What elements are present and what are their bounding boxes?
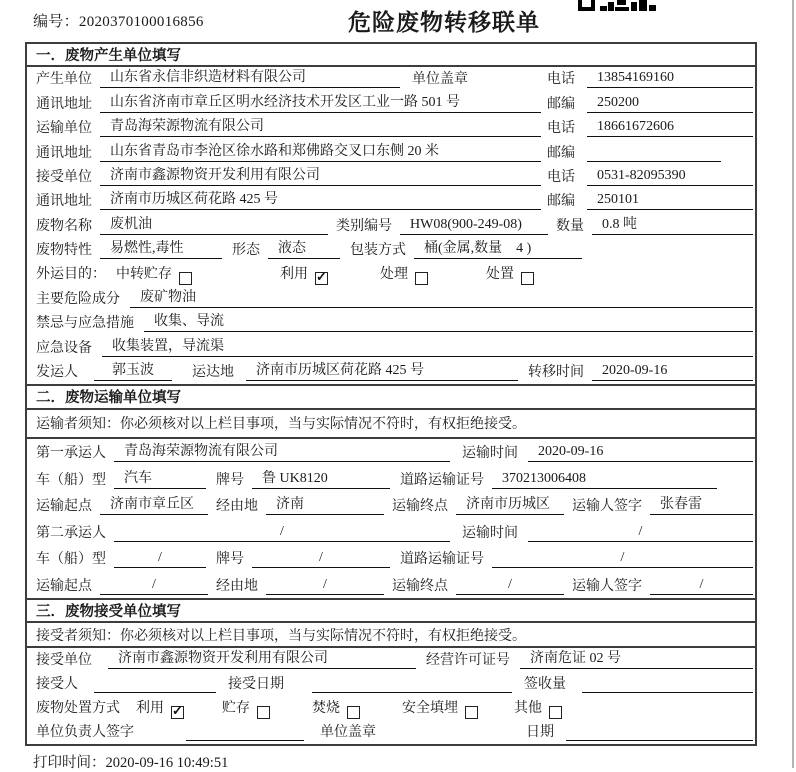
producer-address-value: 山东省济南市章丘区明水经济技术开发区工业一路 501 号 <box>100 91 541 113</box>
transfer-time-label: 转移时间 <box>528 364 584 380</box>
transporter-value: 青岛海荣源物流有限公司 <box>100 115 541 137</box>
disposal-option-1 <box>222 697 270 717</box>
row-transfer-purpose <box>27 262 755 286</box>
manager-sign-value <box>186 725 304 741</box>
date-label: 日期 <box>526 725 554 741</box>
purpose-option-3 <box>486 263 534 283</box>
vehicle-label: 车（船）型 <box>36 472 106 488</box>
section-2-header: 二．废物运输单位填写 <box>27 384 755 410</box>
hazard-value: 废矿物油 <box>130 286 753 308</box>
permit1-value: 370213006408 <box>492 471 717 489</box>
packing-value: 桶(金属,数量 4 ) <box>414 237 582 259</box>
print-time-value: 2020-09-16 10:49:51 <box>105 755 229 771</box>
row-transporter <box>27 116 755 140</box>
zip-label: 邮编 <box>547 145 575 161</box>
shipper-label: 发运人 <box>36 364 78 380</box>
category-label: 类别编号 <box>336 218 392 234</box>
terminal-label: 运输终点 <box>392 578 448 594</box>
receiver-address-value: 济南市历城区荷花路 425 号 <box>100 188 541 210</box>
checkbox-icon <box>171 706 184 719</box>
checkbox-icon <box>347 706 360 719</box>
print-time <box>33 751 228 772</box>
checkbox-label: 利用 <box>280 267 308 283</box>
terminal2-value: / <box>456 577 564 595</box>
transport-time-label: 运输时间 <box>462 446 518 462</box>
row-receiver-address <box>27 189 755 213</box>
checkbox-label: 处置 <box>486 267 514 283</box>
carrier-sign1-value: 张春雷 <box>650 493 753 515</box>
destination-value: 济南市历城区荷花路 425 号 <box>246 359 518 381</box>
carrier-sign2-value: / <box>650 577 753 595</box>
page-title: 危险废物转移联单 <box>348 9 540 35</box>
shipper-value: 郭玉波 <box>94 359 172 381</box>
taboo-value: 收集、导流 <box>144 310 753 332</box>
equipment-value: 收集装置，导流渠 <box>102 335 753 357</box>
disposal-option-0 <box>136 697 184 717</box>
row-shipper <box>27 360 755 384</box>
receiver-phone-value: 0531-82095390 <box>587 168 753 186</box>
row-hazard-component <box>27 286 755 310</box>
purpose-option-0 <box>116 263 192 283</box>
row-transporter-address <box>27 140 755 164</box>
vehicle1-value: 汽车 <box>114 467 206 489</box>
acceptor-value <box>94 677 216 693</box>
sign-qty-value <box>582 677 753 693</box>
manager-sign-label: 单位负责人签字 <box>36 725 134 741</box>
print-time-label: 打印时间： <box>33 755 106 771</box>
manifest-form-table <box>25 42 757 746</box>
purpose-option-1 <box>280 263 328 283</box>
carrier-sign-label: 运输人签字 <box>572 499 642 515</box>
row-producer <box>27 67 755 91</box>
disposal-label: 废物处置方式 <box>36 701 120 717</box>
row-waste-name <box>27 213 755 237</box>
origin2-value: / <box>100 577 208 595</box>
origin-label: 运输起点 <box>36 578 92 594</box>
origin1-value: 济南市章丘区 <box>100 493 208 515</box>
address-label: 通讯地址 <box>36 96 92 112</box>
checkbox-icon <box>521 272 534 285</box>
equipment-label: 应急设备 <box>36 340 92 356</box>
checkbox-icon <box>415 272 428 285</box>
checkbox-icon <box>257 706 270 719</box>
taboo-label: 禁忌与应急措施 <box>36 316 134 332</box>
destination-label: 运达地 <box>192 364 234 380</box>
transporter-label: 运输单位 <box>36 121 92 137</box>
via-label: 经由地 <box>216 578 258 594</box>
accepting-unit-label: 接受单位 <box>36 653 92 669</box>
qty-label: 数量 <box>556 218 584 234</box>
row-receiver <box>27 165 755 189</box>
permit-label: 道路运输证号 <box>400 552 484 568</box>
row-first-carrier <box>27 439 755 466</box>
checkbox-label: 其他 <box>514 701 542 717</box>
property-label: 废物特性 <box>36 243 92 259</box>
address-label: 通讯地址 <box>36 145 92 161</box>
packing-label: 包装方式 <box>350 243 406 259</box>
carrier2-value: / <box>114 524 450 542</box>
carrier2-label: 第二承运人 <box>36 525 106 541</box>
unit-seal-label: 单位盖章 <box>320 725 376 741</box>
disposal-option-3 <box>402 697 478 717</box>
section-1-header: 一．废物产生单位填写 <box>27 44 755 67</box>
form-value: 液态 <box>268 237 340 259</box>
hazard-label: 主要危险成分 <box>36 291 120 307</box>
vehicle2-value: / <box>114 550 206 568</box>
carrier1-label: 第一承运人 <box>36 446 106 462</box>
plate-label: 牌号 <box>216 552 244 568</box>
accepting-unit-value: 济南市鑫源物资开发利用有限公司 <box>108 647 416 669</box>
terminal-label: 运输终点 <box>392 499 448 515</box>
row-vehicle-1 <box>27 465 755 492</box>
transporter-phone-value: 18661672606 <box>587 119 753 137</box>
disposal-option-2 <box>312 697 360 717</box>
row-route-1 <box>27 492 755 519</box>
permit2-value: / <box>492 550 753 568</box>
via1-value: 济南 <box>266 493 384 515</box>
phone-label: 电话 <box>547 72 575 88</box>
transport-time1-value: 2020-09-16 <box>528 444 753 462</box>
permit-label: 道路运输证号 <box>400 472 484 488</box>
row-disposal-method <box>27 696 755 720</box>
row-vehicle-2 <box>27 545 755 572</box>
address-label: 通讯地址 <box>36 194 92 210</box>
row-taboo-measures <box>27 311 755 335</box>
zip-label: 邮编 <box>547 96 575 112</box>
purpose-label: 外运目的： <box>36 267 106 283</box>
checkbox-label: 焚烧 <box>312 701 340 717</box>
transporter-address-value: 山东省青岛市李沧区徐水路和郑佛路交叉口东侧 20 米 <box>100 140 541 162</box>
checkbox-label: 利用 <box>136 701 164 717</box>
document-header <box>0 0 796 42</box>
waste-name-value: 废机油 <box>100 213 328 235</box>
page-right-edge <box>792 0 794 768</box>
receiver-notice: 接受者须知：你必须核对以上栏目事项，当与实际情况不符时，有权拒绝接受。 <box>27 623 755 649</box>
row-acceptor <box>27 672 755 696</box>
checkbox-icon <box>315 272 328 285</box>
row-waste-property <box>27 238 755 262</box>
receiver-label: 接受单位 <box>36 169 92 185</box>
transporter-zip-value <box>587 146 721 162</box>
phone-label: 电话 <box>547 169 575 185</box>
sign-qty-label: 签收量 <box>524 677 566 693</box>
checkbox-label: 安全填埋 <box>402 701 458 717</box>
via-label: 经由地 <box>216 499 258 515</box>
producer-zip-value: 250200 <box>587 95 753 113</box>
qr-code-fragment <box>578 0 658 11</box>
serial-label: 编号： <box>33 14 79 30</box>
plate2-value: / <box>252 550 390 568</box>
row-producer-address <box>27 91 755 115</box>
receiver-value: 济南市鑫源物资开发利用有限公司 <box>100 164 541 186</box>
phone-label: 电话 <box>547 121 575 137</box>
via2-value: / <box>266 577 384 595</box>
transporter-notice: 运输者须知：你必须核对以上栏目事项，当与实际情况不符时，有权拒绝接受。 <box>27 410 755 439</box>
accept-date-value <box>312 677 512 693</box>
producer-value: 山东省永信非织造材料有限公司 <box>100 66 400 88</box>
transport-time2-value: / <box>528 524 753 542</box>
carrier-sign-label: 运输人签字 <box>572 578 642 594</box>
date-value <box>566 725 753 741</box>
accept-date-label: 接受日期 <box>228 677 284 693</box>
vehicle-label: 车（船）型 <box>36 552 106 568</box>
producer-label: 产生单位 <box>36 72 92 88</box>
terminal1-value: 济南市历城区 <box>456 493 564 515</box>
section-3-header: 三．废物接受单位填写 <box>27 598 755 623</box>
license-value: 济南危证 02 号 <box>520 647 753 669</box>
transport-time-label: 运输时间 <box>462 525 518 541</box>
checkbox-icon <box>465 706 478 719</box>
origin-label: 运输起点 <box>36 499 92 515</box>
checkbox-icon <box>549 706 562 719</box>
receiver-zip-value: 250101 <box>587 192 753 210</box>
acceptor-label: 接受人 <box>36 677 78 693</box>
checkbox-icon <box>179 272 192 285</box>
row-second-carrier <box>27 518 755 545</box>
carrier1-value: 青岛海荣源物流有限公司 <box>114 440 450 462</box>
property-value: 易燃性,毒性 <box>100 237 222 259</box>
plate-label: 牌号 <box>216 472 244 488</box>
row-route-2 <box>27 571 755 598</box>
row-accepting-unit <box>27 648 755 672</box>
producer-phone-value: 13854169160 <box>587 70 753 88</box>
category-value: HW08(900-249-08) <box>400 217 548 235</box>
seal-label: 单位盖章 <box>412 72 468 88</box>
purpose-option-2 <box>380 263 428 283</box>
qty-value: 0.8 吨 <box>592 213 753 235</box>
checkbox-label: 中转贮存 <box>116 267 172 283</box>
checkbox-label: 处理 <box>380 267 408 283</box>
disposal-option-4 <box>514 697 562 717</box>
plate1-value: 鲁 UK8120 <box>252 467 390 489</box>
checkbox-label: 贮存 <box>222 701 250 717</box>
serial-value: 2020370100016856 <box>78 14 204 30</box>
zip-label: 邮编 <box>547 194 575 210</box>
waste-name-label: 废物名称 <box>36 218 92 234</box>
row-manager-signature <box>27 720 755 744</box>
form-label: 形态 <box>232 243 260 259</box>
transfer-time-value: 2020-09-16 <box>592 363 753 381</box>
license-label: 经营许可证号 <box>426 653 510 669</box>
row-emergency-equipment <box>27 335 755 359</box>
